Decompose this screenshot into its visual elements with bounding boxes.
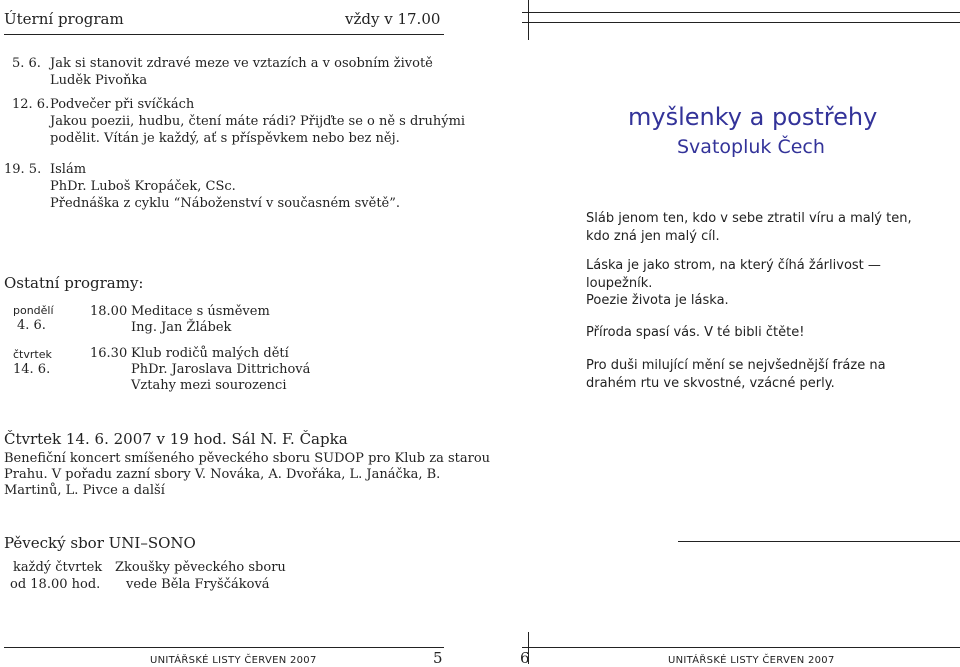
footer-rule-right <box>522 647 960 648</box>
entry-line: PhDr. Luboš Kropáček, CSc. <box>50 179 236 194</box>
page-number-left: 5 <box>433 649 443 667</box>
choir-what: vede Běla Fryščáková <box>126 577 270 592</box>
choir-what: Zkoušky pěveckého sboru <box>115 560 286 575</box>
right-top-rule <box>522 22 960 23</box>
page-number-right: 6 <box>520 649 530 667</box>
choir-heading: Pěvecký sbor UNI–SONO <box>4 534 196 552</box>
quote: Láska je jako strom, na který číhá žárlivost — loupežník. <box>586 258 881 291</box>
other-line: PhDr. Jaroslava Dittrichová <box>131 362 311 377</box>
quote: Poezie života je láska. <box>586 293 729 308</box>
other-time: 18.00 <box>90 304 128 319</box>
concert-line: Martinů, L. Pivce a další <box>4 483 165 498</box>
entry-date: 5. 6. <box>12 56 41 71</box>
entry-line: podělit. Vítán je každý, ať s příspěvkem nebo bez něj. <box>50 131 400 146</box>
journal-footer-right: UNITÁŘSKÉ LISTY ČERVEN 2007 <box>668 655 835 666</box>
concert-heading: Čtvrtek 14. 6. 2007 v 19 hod. Sál N. F. Čapka <box>4 430 348 448</box>
other-time: 16.30 <box>90 346 128 361</box>
program-title: Úterní program <box>4 10 124 28</box>
entry-line: Podvečer při svíčkách <box>50 97 195 112</box>
program-time: vždy v 17.00 <box>345 10 441 28</box>
other-line: Klub rodičů malých dětí <box>131 346 289 361</box>
entry-line: Jakou poezii, hudbu, čtení máte rádi? Přijďte se o ně s druhými <box>50 114 466 129</box>
other-day: čtvrtek <box>13 348 52 361</box>
right-rule <box>678 541 960 542</box>
entry-line: Luděk Pivoňka <box>50 73 148 88</box>
entry-date: 19. 5. <box>4 162 42 177</box>
quote: Sláb jenom ten, kdo v sebe ztratil víru a malý ten, kdo zná jen malý cíl. <box>586 211 912 244</box>
other-line: Ing. Jan Žlábek <box>131 320 232 335</box>
right-top-rule <box>522 12 960 13</box>
choir-when: od 18.00 hod. <box>10 577 101 592</box>
author-name: Svatopluk Čech <box>677 136 825 158</box>
concert-line: Benefiční koncert smíšeného pěveckého sboru SUDOP pro Klub za starou <box>4 451 491 466</box>
other-date: 4. 6. <box>17 318 46 333</box>
entry-date: 12. 6. <box>12 97 50 112</box>
quote: Pro duši milující mění se nejvšednější fráze na drahém rtu ve skvostné, vzácné perly. <box>586 358 886 391</box>
other-day: pondělí <box>13 304 54 317</box>
entry-line: Islám <box>50 162 87 177</box>
journal-footer-left: UNITÁŘSKÉ LISTY ČERVEN 2007 <box>150 655 317 666</box>
footer-rule-left <box>4 647 444 648</box>
entry-line: Jak si stanovit zdravé meze ve vztazích a v osobním životě <box>50 56 433 71</box>
header-rule <box>4 34 444 35</box>
page-title: myšlenky a postřehy <box>628 103 878 131</box>
other-heading: Ostatní programy: <box>4 274 144 292</box>
choir-when: každý čtvrtek <box>13 560 103 575</box>
other-date: 14. 6. <box>13 362 51 377</box>
other-line: Meditace s úsměvem <box>131 304 270 319</box>
entry-line: Přednáška z cyklu “Náboženství v současném světě”. <box>50 196 401 211</box>
quote: Příroda spasí vás. V té bibli čtěte! <box>586 325 805 340</box>
other-line: Vztahy mezi sourozenci <box>131 378 287 393</box>
fold-mark-top <box>528 0 529 40</box>
concert-line: Prahu. V pořadu zazní sbory V. Nováka, A. Dvořáka, L. Janáčka, B. <box>4 467 441 482</box>
